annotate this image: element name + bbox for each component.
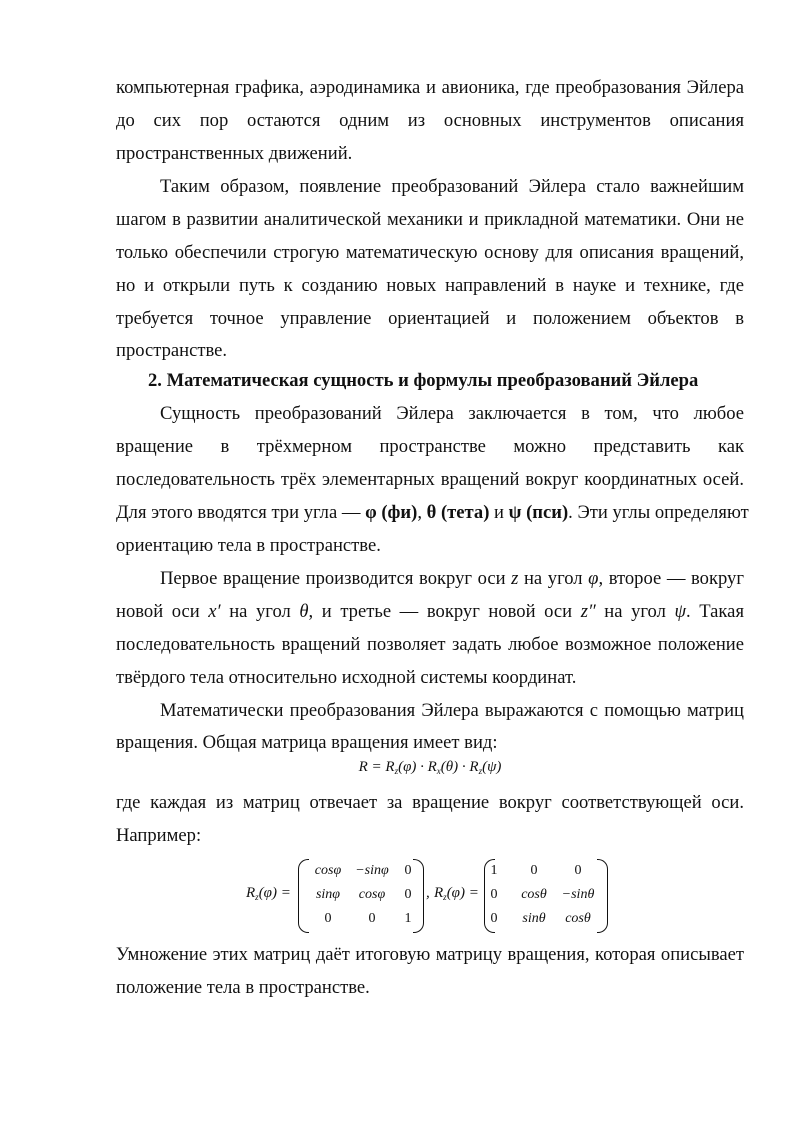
formula-arg3: (ψ) bbox=[482, 759, 502, 775]
matrix2 bbox=[484, 859, 608, 933]
matrix1-label-r: R bbox=[246, 885, 256, 901]
para2-line5: требуется точное управление ориентацией и положением объектов в bbox=[116, 308, 744, 329]
para3-line3: последовательность трёх элементарных вращений вокруг координатных осей. bbox=[116, 469, 744, 490]
formula-arg2: (θ) · bbox=[440, 759, 470, 775]
formula-r2: R bbox=[427, 759, 437, 775]
matrix2-label-sub: z bbox=[443, 892, 447, 902]
para3-line1: Сущность преобразований Эйлера заключается в том, что любое bbox=[160, 403, 744, 424]
matrix1-label-sub: z bbox=[255, 892, 259, 902]
para4-line1-text-b: на угол bbox=[518, 568, 589, 589]
para3-line4-text-a: Для этого вводятся три угла — bbox=[116, 502, 366, 523]
para6-line2: Например: bbox=[116, 825, 202, 846]
matrix1-cell: 1 bbox=[404, 911, 412, 926]
para3-line4-text-b: . Эти углы определяют bbox=[568, 502, 749, 523]
matrix2-cell: −sinθ bbox=[561, 887, 595, 902]
matrix2-label-arg: (φ) = bbox=[446, 885, 479, 901]
para4-line2-text-d: на угол bbox=[595, 601, 675, 622]
para4-line4: твёрдого тела относительно исходной системы координат. bbox=[116, 667, 577, 688]
para2-line6: пространстве. bbox=[116, 340, 228, 361]
angle-psi-term: ψ (пси) bbox=[508, 502, 569, 523]
para2-line4: но и открыли путь к созданию новых направлений в науке и технике, где bbox=[116, 275, 744, 296]
matrix1-cell: cosφ bbox=[314, 863, 342, 878]
para2-line3: только обеспечили строгую математическую основу для описания вращений, bbox=[116, 242, 744, 263]
angle-phi-symbol: φ bbox=[588, 568, 599, 589]
matrix2-cell: 1 bbox=[490, 863, 498, 878]
para7-line2: положение тела в пространстве. bbox=[116, 977, 370, 998]
rotation-formula bbox=[116, 759, 744, 785]
formula-lhs: R = bbox=[358, 759, 386, 775]
formula-sub2: x bbox=[436, 766, 441, 776]
axis-z-symbol: z bbox=[511, 568, 519, 589]
formula-sub1: z bbox=[394, 766, 399, 776]
para4-line1-text-a: Первое вращение производится вокруг оси bbox=[160, 568, 512, 589]
matrix1-cell: 0 bbox=[404, 887, 412, 902]
para3-line4-sep2: и bbox=[489, 502, 509, 523]
matrix1-cell: cosφ bbox=[358, 887, 386, 902]
para4-line2-text-c: , и третье — вокруг новой оси bbox=[308, 601, 581, 622]
matrix2-cell: 0 bbox=[530, 863, 538, 878]
matrix1-cell: 0 bbox=[324, 911, 332, 926]
para4-line1 bbox=[160, 564, 744, 594]
para4-line2-text-b: на угол bbox=[220, 601, 300, 622]
matrix2-cell: 0 bbox=[574, 863, 582, 878]
section-heading: 2. Математическая сущность и формулы преобразований Эйлера bbox=[148, 370, 699, 391]
para4-line3: последовательность вращений позволяет задать любое возможное положение bbox=[116, 634, 744, 655]
matrix1 bbox=[298, 859, 424, 933]
para4-line2-text-a: новой оси bbox=[116, 601, 209, 622]
angle-phi-term: φ (фи) bbox=[365, 502, 418, 523]
para2-line2: шагом в развитии аналитической механики и прикладной математики. Они не bbox=[116, 209, 744, 230]
axis-z-double-prime-symbol: z″ bbox=[580, 601, 596, 622]
matrix2-cell: cosθ bbox=[521, 887, 547, 902]
angle-theta-symbol: θ bbox=[299, 601, 309, 622]
para5-line1: Математически преобразования Эйлера выражаются с помощью матриц bbox=[160, 700, 744, 721]
para4-line2-text-e: . Такая bbox=[686, 601, 744, 622]
formula-r1: R bbox=[385, 759, 395, 775]
angle-theta-term: θ (тета) bbox=[426, 502, 490, 523]
matrix1-cell: 0 bbox=[404, 863, 412, 878]
formula-sub3: z bbox=[478, 766, 483, 776]
para1-line2: до сих пор остаются одним из основных инструментов описания bbox=[116, 110, 744, 131]
para7-line1: Умножение этих матриц даёт итоговую матрицу вращения, которая описывает bbox=[116, 944, 744, 965]
matrix-equations bbox=[246, 855, 626, 935]
matrix1-cell: 0 bbox=[368, 911, 376, 926]
matrix1-label bbox=[246, 885, 291, 902]
formula-r3: R bbox=[469, 759, 479, 775]
para3-line4 bbox=[116, 498, 749, 528]
matrix1-cell: −sinφ bbox=[355, 863, 389, 878]
axis-x-prime-symbol: x′ bbox=[208, 601, 221, 622]
matrix1-label-arg: (φ) = bbox=[258, 885, 291, 901]
angle-psi-symbol: ψ bbox=[674, 601, 687, 622]
matrix2-cell: 0 bbox=[490, 887, 498, 902]
para4-line2 bbox=[116, 597, 744, 627]
matrix2-label-r: R bbox=[434, 885, 444, 901]
para2-line1: Таким образом, появление преобразований Эйлера стало важнейшим bbox=[160, 176, 744, 197]
matrix2-cell: sinθ bbox=[522, 911, 546, 926]
para1-line1: компьютерная графика, аэродинамика и авионика, где преобразования Эйлера bbox=[116, 77, 744, 98]
para3-line2: вращение в трёхмерном пространстве можно представить как bbox=[116, 436, 744, 457]
formula-arg1: (φ) · bbox=[398, 759, 428, 775]
para6-line1: где каждая из матриц отвечает за вращение вокруг соответствующей оси. bbox=[116, 792, 744, 813]
para3-line5: ориентацию тела в пространстве. bbox=[116, 535, 381, 556]
para5-line2: вращения. Общая матрица вращения имеет вид: bbox=[116, 732, 498, 753]
matrix2-cell: cosθ bbox=[565, 911, 591, 926]
para1-line3: пространственных движений. bbox=[116, 143, 353, 164]
para3-line4-sep1: , bbox=[417, 502, 427, 523]
matrix1-cell: sinφ bbox=[315, 887, 341, 902]
para4-line1-text-c: , второе — вокруг bbox=[598, 568, 744, 589]
matrix-separator: , bbox=[426, 885, 430, 901]
matrix2-cell: 0 bbox=[490, 911, 498, 926]
